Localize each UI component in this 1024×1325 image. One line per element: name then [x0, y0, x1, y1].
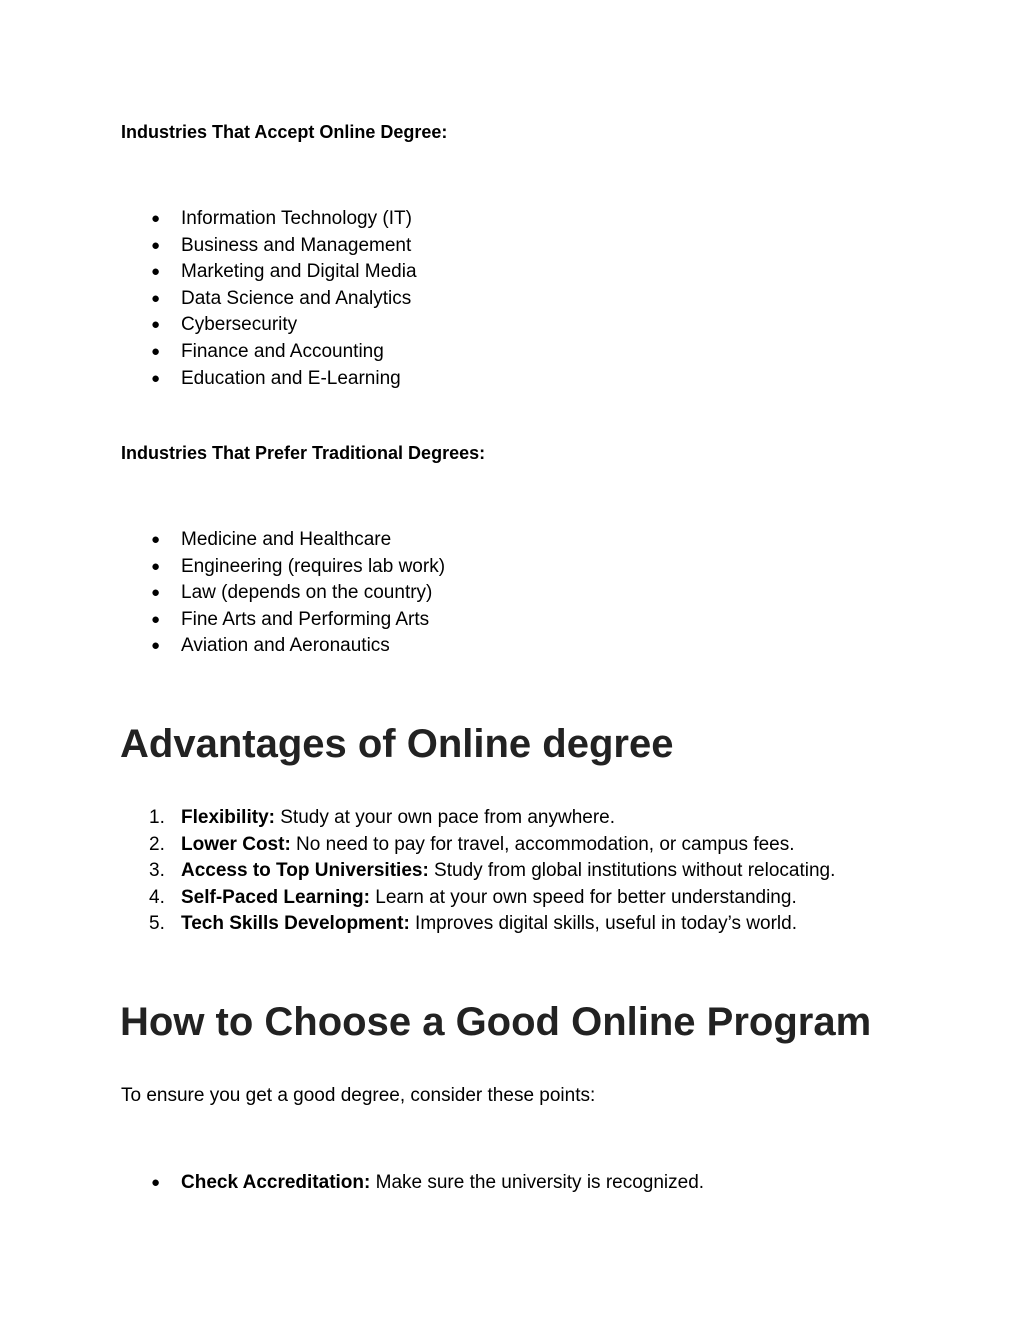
list-item [121, 805, 835, 832]
item-text: Study at your own pace from anywhere. [274, 807, 616, 828]
heading-choose-program: How to Choose a Good Online Program [120, 1000, 872, 1044]
bullet-icon: ● [151, 342, 161, 360]
list-item [121, 885, 835, 912]
bullet-icon: ● [151, 289, 161, 307]
list-item: ● Fine Arts and Performing Arts [121, 607, 445, 634]
bullet-icon: ● [151, 236, 161, 254]
list-item: ● Finance and Accounting [121, 339, 417, 366]
bullet-icon: ● [151, 1174, 161, 1191]
list-item: ● Cybersecurity [121, 312, 417, 339]
list-item [121, 858, 835, 885]
list-number: 5. [149, 913, 165, 935]
bullet-icon: ● [151, 210, 161, 227]
list-item: ● Law (depends on the country) [121, 580, 445, 607]
list-number: 2. [149, 833, 165, 855]
list-item: ● Aviation and Aeronautics [121, 633, 445, 660]
bullet-icon: ● [151, 584, 161, 602]
bullet-icon: ● [151, 610, 161, 628]
list-item: ● Engineering (requires lab work) [121, 554, 445, 581]
item-text: Learn at your own speed for better understanding. [370, 886, 797, 908]
section-heading-traditional: Industries That Prefer Traditional Degrees: [121, 443, 486, 463]
bullet-icon: ● [151, 316, 161, 334]
list-item: ● Medicine and Healthcare [121, 527, 445, 554]
list-item: ● Information Technology (IT) [121, 206, 417, 233]
item-text: Study from global institutions without relocating. [428, 860, 836, 882]
list-item: ● Data Science and Analytics [121, 286, 417, 313]
online-industries-list [121, 206, 417, 392]
section-heading-online-accepted: Industries That Accept Online Degree: [121, 122, 448, 142]
advantages-list [121, 805, 835, 938]
item-text: Make sure the university is recognized. [370, 1172, 705, 1193]
bullet-icon: ● [151, 531, 161, 548]
list-item [121, 911, 835, 938]
choose-intro-paragraph: To ensure you get a good degree, consider these points: [121, 1085, 596, 1106]
list-number: 1. [149, 807, 165, 828]
choose-tips-list [121, 1170, 704, 1197]
item-term: Self-Paced Learning: [181, 886, 370, 908]
bullet-icon: ● [151, 557, 161, 575]
list-number: 3. [149, 860, 165, 882]
list-number: 4. [149, 886, 165, 908]
item-text: Improves digital skills, useful in today’s world. [409, 913, 797, 935]
list-item: ● Business and Management [121, 233, 417, 260]
item-term: Flexibility: [181, 807, 275, 828]
bullet-icon: ● [151, 637, 161, 655]
item-term: Tech Skills Development: [181, 913, 410, 935]
item-term: Access to Top Universities: [181, 860, 429, 882]
list-item [121, 832, 835, 859]
traditional-industries-list [121, 527, 445, 660]
item-term: Check Accreditation: [181, 1172, 371, 1193]
bullet-icon: ● [151, 263, 161, 281]
list-item: ● Education and E-Learning [121, 366, 417, 393]
item-term: Lower Cost: [181, 833, 291, 855]
list-item [121, 1170, 704, 1197]
list-item: ● Marketing and Digital Media [121, 259, 417, 286]
item-text: No need to pay for travel, accommodation, or campus fees. [290, 833, 795, 855]
heading-advantages: Advantages of Online degree [120, 722, 674, 766]
bullet-icon: ● [151, 369, 161, 387]
